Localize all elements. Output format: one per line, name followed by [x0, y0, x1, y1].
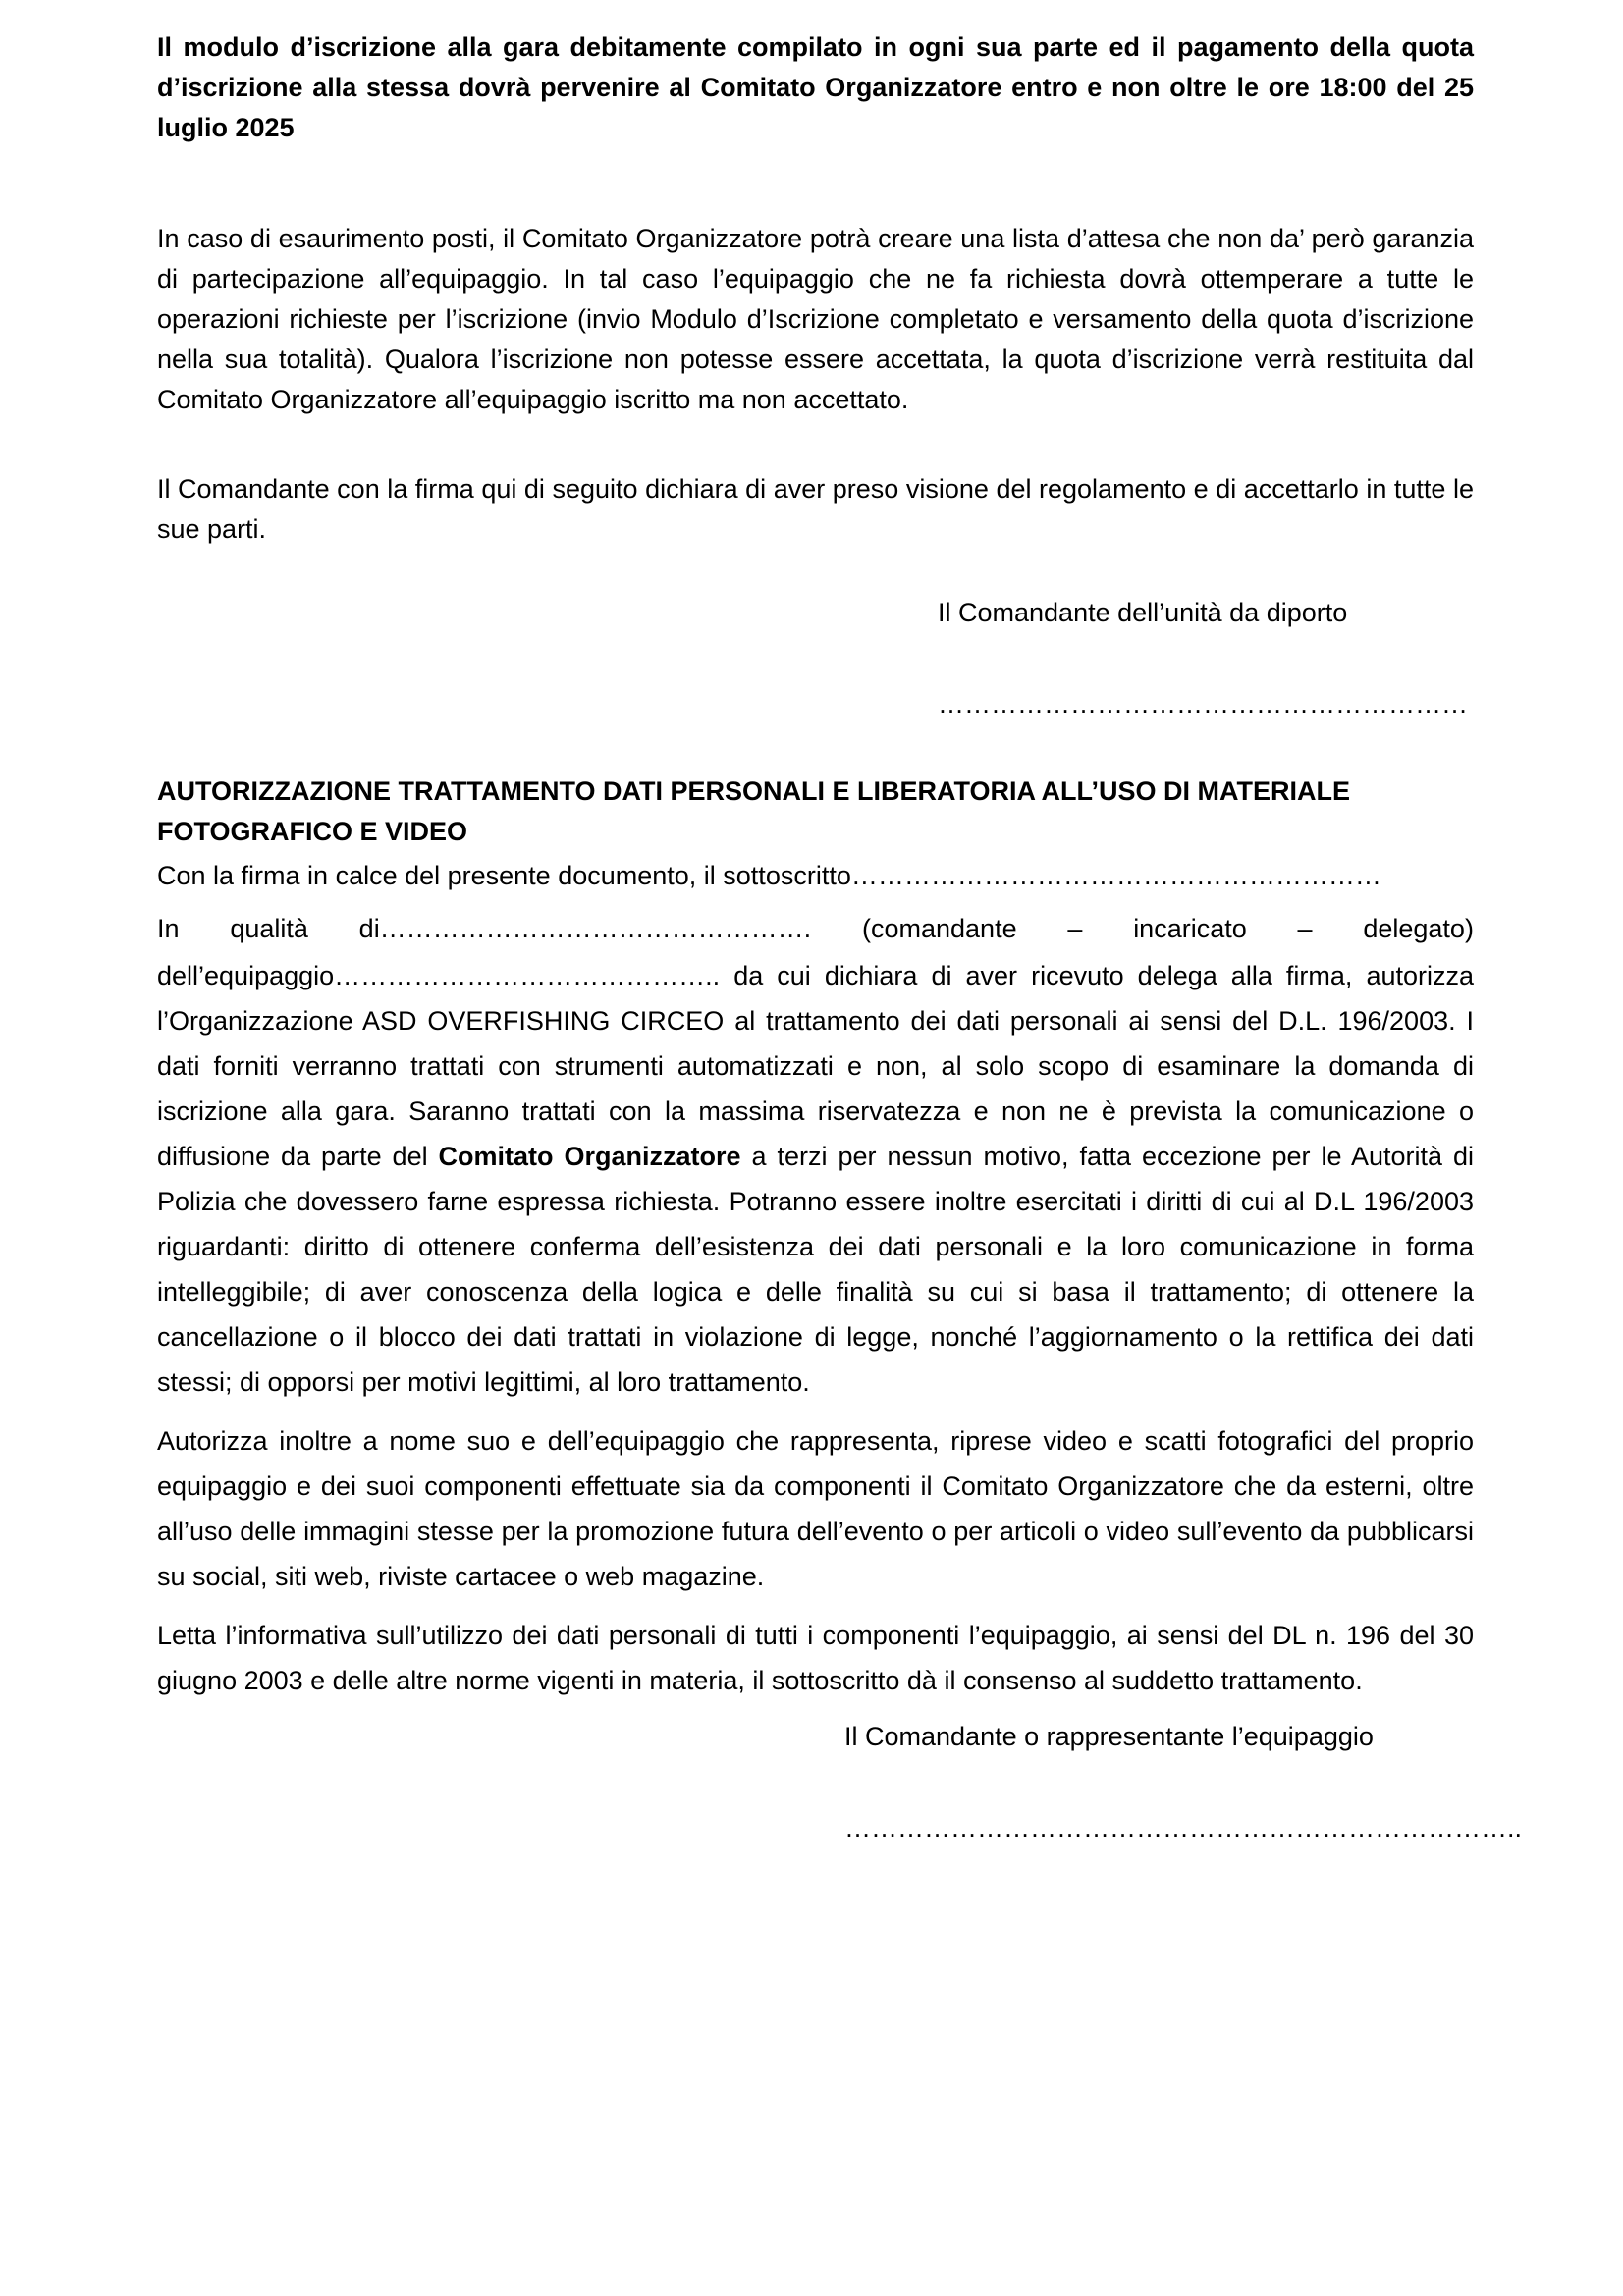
- representative-signature-title: Il Comandante o rappresentante l’equipaggio: [844, 1722, 1374, 1751]
- privacy-consent-paragraph: [157, 953, 1474, 1405]
- role-option: delegato): [1363, 914, 1474, 943]
- role-field: di………………………………………….: [358, 914, 812, 943]
- signer-name-line: Con la firma in calce del presente documento, il sottoscritto……………………………………………………: [157, 861, 1381, 890]
- registration-deadline-paragraph: Il modulo d’iscrizione alla gara debitamente compilato in ogni sua parte ed il pagamento della quota d’iscrizione alla stessa dovrà pervenire al Comitato Organizzatore entro e non oltre le ore 18:00 del 25 luglio 2025: [157, 32, 1474, 142]
- role-line: [157, 909, 1474, 949]
- commander-declaration-paragraph: Il Comandante con la firma qui di seguito dichiara di aver preso visione del regolamento e di accettarlo in tutte le sue parti.: [157, 474, 1474, 544]
- representative-signature-line: …………………………………………………………………..: [844, 1813, 1523, 1842]
- role-word: qualità: [230, 914, 308, 943]
- role-word: In: [157, 914, 180, 943]
- role-option: incaricato: [1133, 914, 1247, 943]
- role-option: (comandante: [861, 914, 1017, 943]
- organizing-committee-emphasis: Comitato Organizzatore: [438, 1142, 741, 1171]
- waitlist-paragraph: In caso di esaurimento posti, il Comitato Organizzatore potrà creare una lista d’attesa che non da’ però garanzia di partecipazione all’equipaggio. In tal caso l’equipaggio che ne fa richiesta dovrà ottemperare a tutte le operazioni richieste per l’iscrizione (invio Modulo d’Iscrizione completato e versamento della quota d’iscrizione nella sua totalità). Qualora l’iscrizione non potesse essere accettata, la quota d’iscrizione verrà restituita dal Comitato Organizzatore all’equipaggio iscritto ma non accettato.: [157, 224, 1474, 414]
- role-separator: –: [1067, 914, 1083, 943]
- privacy-text-start: dell’equipaggio…………………………………….. da cui dichiara di aver ricevuto delega alla firma, autorizza l’Organizzazione ASD OVERFISHING CIRCEO al trattamento dei dati personali ai sensi del D.L. 196/2003. I dati forniti verranno trattati con strumenti automatizzati e non, al solo scopo di esaminare la domanda di iscrizione alla gara. Saranno trattati con la massima riservatezza e non ne è prevista la comunicazione o diffusione da parte del: [157, 961, 1474, 1171]
- commander-signature-line: ……………………………………………………: [938, 689, 1468, 719]
- data-consent-paragraph: Letta l’informativa sull’utilizzo dei dati personali di tutti i componenti l’equipaggio, ai sensi del DL n. 196 del 30 giugno 2003 e delle altre norme vigenti in materia, il sottoscritto dà il consenso al suddetto trattamento.: [157, 1621, 1474, 1695]
- privacy-section-title: AUTORIZZAZIONE TRATTAMENTO DATI PERSONALI E LIBERATORIA ALL’USO DI MATERIALE FOTOGRAFICO E VIDEO: [157, 776, 1350, 846]
- privacy-text-end: a terzi per nessun motivo, fatta eccezione per le Autorità di Polizia che dovessero farne espressa richiesta. Potranno essere inoltre esercitati i diritti di cui al D.L 196/2003 riguardanti: diritto di ottenere conferma dell’esistenza dei dati personali e la loro comunicazione in forma intelleggibile; di aver conoscenza della logica e delle finalità su cui si basa il trattamento; di ottenere la cancellazione o il blocco dei dati trattati in violazione di legge, nonché l’aggiornamento o la rettifica dei dati stessi; di opporsi per motivi legittimi, al loro trattamento.: [157, 1142, 1474, 1397]
- role-separator: –: [1297, 914, 1313, 943]
- media-authorization-paragraph: Autorizza inoltre a nome suo e dell’equipaggio che rappresenta, riprese video e scatti fotografici del proprio equipaggio e dei suoi componenti effettuate sia da componenti il Comitato Organizzatore che da esterni, oltre all’uso delle immagini stesse per la promozione futura dell’evento o per articoli o video sull’evento da pubblicarsi su social, siti web, riviste cartacee o web magazine.: [157, 1426, 1474, 1591]
- commander-signature-title: Il Comandante dell’unità da diporto: [938, 598, 1348, 627]
